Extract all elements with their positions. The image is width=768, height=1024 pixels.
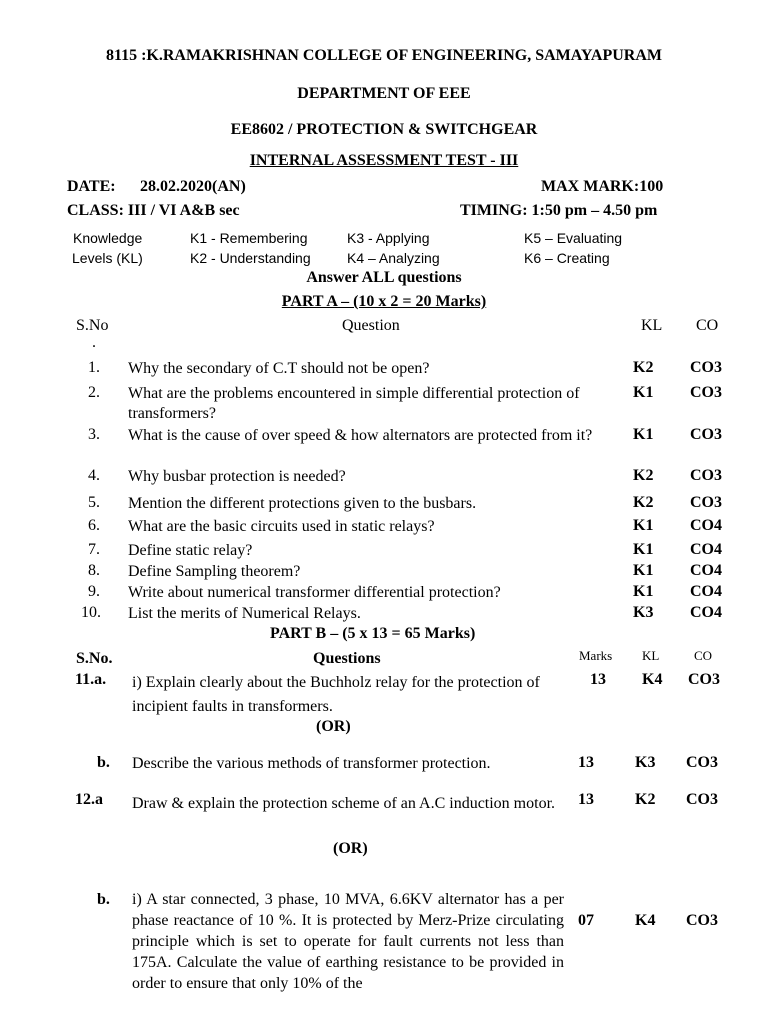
qa-sno: 9. [88, 583, 100, 600]
qb-kl: K3 [635, 754, 656, 771]
qb-co: CO3 [686, 791, 718, 808]
part-b-header-kl: KL [642, 648, 660, 663]
instructions: Answer ALL questions [306, 269, 462, 286]
qb-co: CO3 [686, 912, 718, 929]
qb-question: i) A star connected, 3 phase, 10 MVA, 6.6KV alternator has a per phase reactance of 10 %. It is protected by Merz-Prize circulating principle which is set to operate for fault currents not less than 175A. Calculate the value of earthing resistance to be provided in order to ensure that only 10% of the [132, 891, 564, 992]
date-value: 28.02.2020(AN) [140, 178, 246, 195]
qb-sno: 11.a. [75, 671, 107, 688]
qa-question: What are the problems encountered in simple differential protection of transformers? [128, 385, 580, 422]
qa-co: CO4 [690, 562, 722, 579]
part-a-header-kl: KL [641, 317, 663, 334]
qb-question: Describe the various methods of transformer protection. [132, 755, 491, 772]
department-name: DEPARTMENT OF EEE [297, 85, 471, 102]
part-b-title: PART B – (5 x 13 = 65 Marks) [270, 625, 476, 642]
part-a-header-question: Question [342, 317, 400, 334]
part-a-header-sno: S.No [76, 317, 109, 334]
qa-kl: K3 [633, 604, 654, 621]
kl-k4: K4 – Analyzing [347, 250, 440, 266]
part-b-header-co: CO [694, 648, 713, 663]
part-a-title: PART A – (10 x 2 = 20 Marks) [281, 293, 487, 310]
or-separator: (OR) [333, 840, 368, 857]
qa-kl: K2 [633, 467, 654, 484]
qa-question: Why the secondary of C.T should not be open? [128, 360, 430, 377]
qa-sno: 10. [81, 604, 101, 621]
kl-label-line2: Levels (KL) [72, 250, 143, 266]
qa-question: Define Sampling theorem? [128, 563, 301, 580]
part-b-header-marks: Marks [579, 648, 613, 663]
qa-question: Define static relay? [128, 542, 253, 559]
qb-co: CO3 [688, 671, 720, 688]
part-b-header-questions: Questions [313, 650, 381, 667]
course-title: EE8602 / PROTECTION & SWITCHGEAR [230, 121, 538, 138]
kl-k3: K3 - Applying [347, 230, 430, 246]
qa-kl: K1 [633, 562, 654, 579]
kl-k6: K6 – Creating [524, 250, 610, 266]
qa-kl: K1 [633, 426, 654, 443]
qb-marks: 13 [590, 671, 606, 688]
or-separator: (OR) [316, 718, 351, 735]
part-b-header-sno: S.No. [76, 650, 113, 667]
qa-sno: 5. [88, 494, 100, 511]
qb-sno: b. [97, 754, 110, 771]
qa-kl: K1 [633, 517, 654, 534]
qb-kl: K2 [635, 791, 656, 808]
qa-co: CO4 [690, 583, 722, 600]
kl-k5: K5 – Evaluating [524, 230, 623, 246]
kl-k2: K2 - Understanding [190, 250, 311, 266]
part-a-header-co: CO [696, 317, 719, 334]
qa-sno: 7. [88, 541, 100, 558]
max-mark: MAX MARK:100 [541, 178, 664, 195]
class-info: CLASS: III / VI A&B sec [67, 202, 240, 219]
qb-marks: 07 [578, 912, 594, 929]
qa-co: CO4 [690, 517, 722, 534]
qa-co: CO3 [690, 494, 722, 511]
qb-question: Draw & explain the protection scheme of an A.C induction motor. [132, 795, 556, 812]
qa-sno: 3. [88, 426, 100, 443]
qa-sno: 2. [88, 384, 100, 401]
qb-kl: K4 [642, 671, 663, 688]
qb-question: i) Explain clearly about the Buchholz relay for the protection of incipient faults in transformers. [132, 674, 540, 715]
date-label: DATE: [67, 178, 116, 195]
qa-sno: 1. [88, 359, 100, 376]
qa-question: Mention the different protections given to the busbars. [128, 495, 477, 512]
qa-kl: K1 [633, 583, 654, 600]
qa-kl: K2 [633, 494, 654, 511]
qa-kl: K1 [633, 541, 654, 558]
qa-question: What are the basic circuits used in static relays? [128, 518, 435, 535]
timing: TIMING: 1:50 pm – 4.50 pm [460, 202, 658, 219]
qa-co: CO3 [690, 467, 722, 484]
qa-question: Write about numerical transformer differential protection? [128, 584, 501, 601]
qa-sno: 4. [88, 467, 100, 484]
qb-marks: 13 [578, 791, 594, 808]
qb-kl: K4 [635, 912, 656, 929]
qa-kl: K2 [633, 359, 654, 376]
qa-co: CO4 [690, 541, 722, 558]
college-name: 8115 :K.RAMAKRISHNAN COLLEGE OF ENGINEERING, SAMAYAPURAM [105, 47, 663, 64]
kl-k1: K1 - Remembering [190, 230, 308, 246]
qb-sno: 12.a [75, 791, 103, 808]
qb-co: CO3 [686, 754, 718, 771]
qa-sno: 8. [88, 562, 100, 579]
qa-question: Why busbar protection is needed? [128, 468, 346, 485]
qa-question: List the merits of Numerical Relays. [128, 605, 361, 622]
qa-kl: K1 [633, 384, 654, 401]
qa-sno: 6. [88, 517, 100, 534]
qb-sno: b. [97, 891, 110, 908]
qb-marks: 13 [578, 754, 594, 771]
qa-co: CO3 [690, 359, 722, 376]
part-a-header-sno-dot: . [92, 334, 96, 351]
qa-co: CO4 [690, 604, 722, 621]
qa-co: CO3 [690, 384, 722, 401]
qa-question: What is the cause of over speed & how alternators are protected from it? [128, 427, 593, 444]
qa-co: CO3 [690, 426, 722, 443]
test-title: INTERNAL ASSESSMENT TEST - III [249, 152, 519, 169]
kl-label-line1: Knowledge [73, 230, 143, 246]
